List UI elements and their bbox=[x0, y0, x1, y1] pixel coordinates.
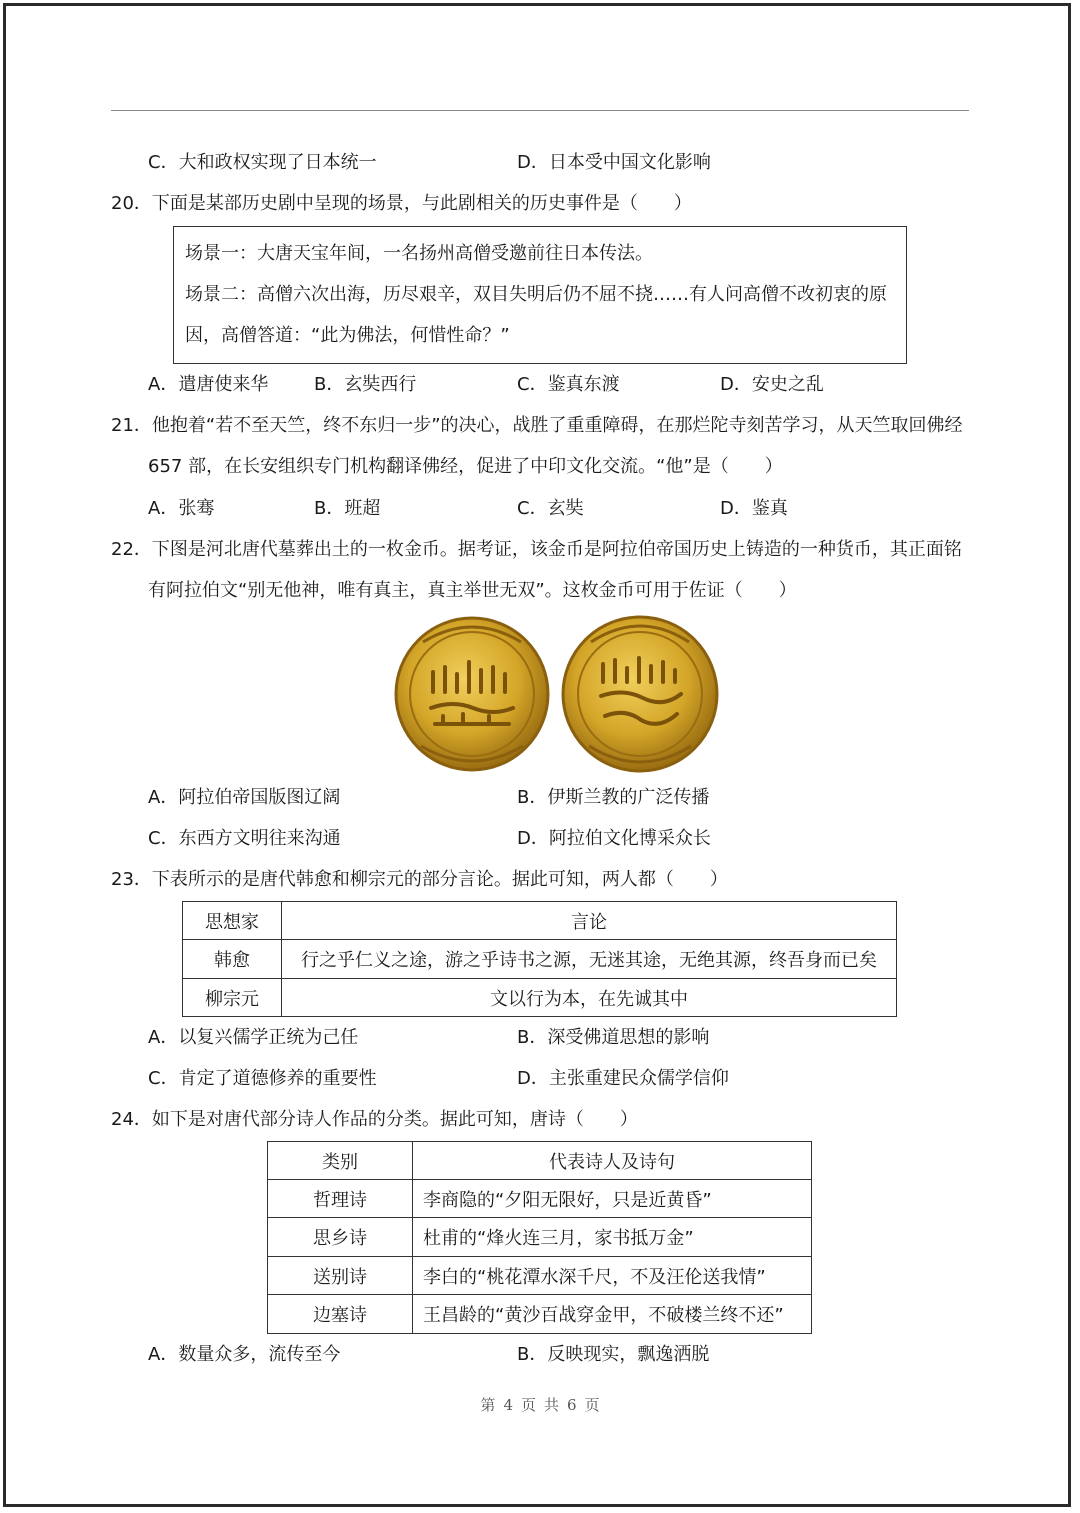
q20-scene-1: 场景一：大唐天宝年间，一名扬州高僧受邀前往日本传法。 bbox=[185, 243, 653, 264]
footer-suffix: 页 bbox=[584, 1396, 600, 1414]
footer-mid1: 页 bbox=[520, 1396, 536, 1414]
q21-option-b: B．班超 bbox=[314, 498, 381, 519]
q24-stem: 24．如下是对唐代部分诗人作品的分类。据此可知，唐诗（ ） bbox=[111, 1109, 638, 1130]
q23-option-d: D．主张重建民众儒学信仰 bbox=[517, 1068, 729, 1089]
footer-mid2: 共 bbox=[544, 1396, 560, 1414]
table-row bbox=[268, 1295, 812, 1334]
q21-option-c: C．玄奘 bbox=[517, 498, 584, 519]
table-row bbox=[183, 940, 897, 979]
q23-option-a: A．以复兴儒学正统为己任 bbox=[148, 1027, 359, 1048]
table-cell: 文以行为本，在先诚其中 bbox=[282, 979, 897, 1017]
footer-prefix: 第 bbox=[480, 1396, 496, 1414]
table-cell: 思乡诗 bbox=[268, 1218, 413, 1257]
page-footer bbox=[0, 1394, 1080, 1415]
footer-total-pages: 6 bbox=[567, 1396, 577, 1414]
table-header-cell: 类别 bbox=[268, 1142, 413, 1180]
q23-stem: 23．下表所示的是唐代韩愈和柳宗元的部分言论。据此可知，两人都（ ） bbox=[111, 869, 728, 890]
q22-option-c: C．东西方文明往来沟通 bbox=[148, 828, 341, 849]
q21-option-a: A．张骞 bbox=[148, 498, 215, 519]
table-row bbox=[268, 1218, 812, 1257]
table-header-row bbox=[268, 1142, 812, 1180]
table-cell: 柳宗元 bbox=[183, 979, 282, 1017]
q21-option-d: D．鉴真 bbox=[720, 498, 788, 519]
q24-option-b: B．反映现实，飘逸洒脱 bbox=[517, 1344, 710, 1365]
q22-option-a: A．阿拉伯帝国版图辽阔 bbox=[148, 787, 341, 808]
table-cell: 李白的“桃花潭水深千尺，不及汪伦送我情” bbox=[413, 1257, 812, 1295]
table-cell: 韩愈 bbox=[183, 940, 282, 979]
q22-option-d: D．阿拉伯文化博采众长 bbox=[517, 828, 711, 849]
coin-obverse bbox=[396, 618, 548, 770]
table-cell: 杜甫的“烽火连三月，家书抵万金” bbox=[413, 1218, 812, 1257]
q22-stem-1: 22．下图是河北唐代墓葬出土的一枚金币。据考证，该金币是阿拉伯帝国历史上铸造的一种货币，其正面铭 bbox=[111, 539, 962, 560]
table-row bbox=[268, 1257, 812, 1295]
q20-option-a: A．遣唐使来华 bbox=[148, 374, 269, 395]
table-cell: 李商隐的“夕阳无限好，只是近黄昏” bbox=[413, 1180, 812, 1218]
table-header-row bbox=[183, 902, 897, 940]
coin-reverse bbox=[563, 617, 717, 771]
table-row bbox=[183, 979, 897, 1017]
q24-option-a: A．数量众多，流传至今 bbox=[148, 1344, 341, 1365]
table-cell: 送别诗 bbox=[268, 1257, 413, 1295]
table-cell: 王昌龄的“黄沙百战穿金甲，不破楼兰终不还” bbox=[413, 1295, 812, 1334]
q23-option-c: C．肯定了道德修养的重要性 bbox=[148, 1068, 377, 1089]
q23-option-b: B．深受佛道思想的影响 bbox=[517, 1027, 710, 1048]
q20-option-d: D．安史之乱 bbox=[720, 374, 824, 395]
table-header-cell: 代表诗人及诗句 bbox=[413, 1142, 812, 1180]
table-cell: 行之乎仁义之途，游之乎诗书之源，无迷其途，无绝其源，终吾身而已矣 bbox=[282, 940, 897, 979]
q20-stem: 20．下面是某部历史剧中呈现的场景，与此剧相关的历史事件是（ ） bbox=[111, 193, 692, 214]
q21-stem-2: 657 部，在长安组织专门机构翻译佛经，促进了中印文化交流。“他”是（ ） bbox=[148, 456, 783, 477]
table-row bbox=[268, 1180, 812, 1218]
table-header-cell: 言论 bbox=[282, 902, 897, 940]
q22-option-b: B．伊斯兰教的广泛传播 bbox=[517, 787, 710, 808]
q20-option-b: B．玄奘西行 bbox=[314, 374, 417, 395]
q19-option-d: D．日本受中国文化影响 bbox=[517, 152, 711, 173]
arabic-gold-coin-image bbox=[393, 612, 723, 776]
q20-option-c: C．鉴真东渡 bbox=[517, 374, 620, 395]
q19-option-c: C．大和政权实现了日本统一 bbox=[148, 152, 377, 173]
q24-table bbox=[267, 1141, 812, 1334]
header-rule bbox=[111, 110, 969, 111]
q20-scene-2a: 场景二：高僧六次出海，历尽艰辛，双目失明后仍不屈不挠……有人问高僧不改初衷的原 bbox=[185, 284, 887, 305]
table-header-cell: 思想家 bbox=[183, 902, 282, 940]
table-cell: 边塞诗 bbox=[268, 1295, 413, 1334]
q22-stem-2: 有阿拉伯文“别无他神，唯有真主，真主举世无双”。这枚金币可用于佐证（ ） bbox=[148, 580, 797, 601]
footer-page-number: 4 bbox=[503, 1396, 513, 1414]
q20-scene-2b: 因，高僧答道：“此为佛法，何惜性命？” bbox=[185, 325, 510, 346]
table-cell: 哲理诗 bbox=[268, 1180, 413, 1218]
q21-stem-1: 21．他抱着“若不至天竺，终不东归一步”的决心，战胜了重重障碍，在那烂陀寺刻苦学习，从天竺取回佛经 bbox=[111, 415, 963, 436]
q23-table bbox=[182, 901, 897, 1017]
